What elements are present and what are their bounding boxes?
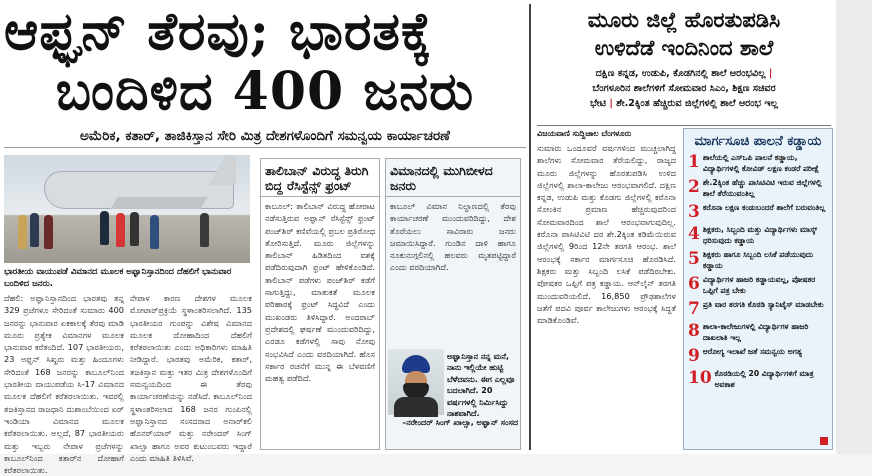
guideline-item [688,300,828,318]
taliban-box-text: ಕಾಬೂಲ್: ತಾಲಿಬಾನ್ ವಿರುದ್ಧ ಹೋರಾಟ ನಡೆಸುತ್ತಿರುವ ಅಫ್ಘಾನ್ ರೆಸಿಸ್ಟೆನ್ಸ್ ಫ್ರಂಟ್ ಪಂಜ್‌ಶಿರ್ ಕಣಿವೆಯಲ್ಲಿ ಪ್ರಬಲ ಪ್ರತಿರೋಧ ತೋರಿಸುತ್ತಿದೆ. ಮೂರು ಜಿಲ್ಲೆಗಳನ್ನು ತಾಲಿಬಾನ್ ಹಿಡಿತದಿಂದ ವಶಕ್ಕೆ ಪಡೆದಿರುವುದಾಗಿ ಫ್ರಂಟ್ ಹೇಳಿಕೊಂಡಿದೆ. ತಾಲಿಬಾನ್ ಪಡೆಗಳು ಪಂಜ್‌ಶಿರ್ ಕಡೆಗೆ ಸಾಗುತ್ತಿದ್ದು, ಮಾತುಕತೆ ಮೂಲಕ ಪರಿಹಾರಕ್ಕೆ ಫ್ರಂಟ್ ಸಿದ್ಧವಿದೆ ಎಂದು ಮುಖಂಡರು ತಿಳಿಸಿದ್ದಾರೆ. ಅಂದರಾಬ್ ಪ್ರದೇಶದಲ್ಲಿ ಘರ್ಷಣೆ ಮುಂದುವರಿದಿದ್ದು, ಎರಡೂ ಕಡೆಗಳಲ್ಲಿ ಸಾವು ನೋವು ಸಂಭವಿಸಿದೆ ಎಂದು ವರದಿಯಾಗಿದೆ. ಹೊಸ ಸರ್ಕಾರ ರಚನೆಗೆ ಮುನ್ನ ಈ ಬೆಳವಣಿಗೆ ಮಹತ್ವ ಪಡೆದಿದೆ. [265,201,376,384]
guideline-item [688,153,828,174]
guidelines-title: ಮಾರ್ಗಸೂಚಿ ಪಾಲನೆ ಕಡ್ಡಾಯ [694,134,822,149]
person-figure [100,211,109,245]
school-story-body: ಸುಮಾರು ಒಂದೂವರೆ ವರ್ಷಗಳಿಂದ ಮುಚ್ಚಲಾಗಿದ್ದ ಶಾಲೆಗಳು ಸೋಮವಾರ ತೆರೆಯಲಿದ್ದು, ರಾಜ್ಯದ ಮೂರು ಜಿಲ್ಲೆಗಳನ್ನು ಹೊರತುಪಡಿಸಿ ಉಳಿದ ಜಿಲ್ಲೆಗಳಲ್ಲಿ ಶಾಲಾ-ಕಾಲೇಜು ಆರಂಭವಾಗಲಿದೆ. ದಕ್ಷಿಣ ಕನ್ನಡ, ಉಡುಪಿ ಮತ್ತು ಕೊಡಗು ಜಿಲ್ಲೆಗಳಲ್ಲಿ ಕರೊನಾ ಸೋಂಕಿನ ಪ್ರಮಾಣ ಹೆಚ್ಚಿರುವುದರಿಂದ ಸೋಮವಾರದಿಂದ ಶಾಲೆ ಆರಂಭವಾಗುವುದಿಲ್ಲ. ಕರೊನಾ ಪಾಸಿಟಿವಿಟಿ ದರ ಶೇ.2ಕ್ಕಿಂತ ಕಡಿಮೆಯಿರುವ ಜಿಲ್ಲೆಗಳಲ್ಲಿ 9ರಿಂದ 12ನೇ ತರಗತಿ ಆರಂಭ. ಶಾಲೆ ಆರಂಭಕ್ಕೆ ಸರ್ಕಾರ ಮಾರ್ಗಸೂಚಿ ಹೊರಡಿಸಿದೆ. ಶಿಕ್ಷಕರು ಮತ್ತು ಸಿಬ್ಬಂದಿ ಲಸಿಕೆ ಪಡೆದಿರಬೇಕು. ಪೋಷಕರ ಒಪ್ಪಿಗೆ ಪತ್ರ ಕಡ್ಡಾಯ. ಆನ್‌ಲೈನ್ ತರಗತಿ ಮುಂದುವರಿಯಲಿದೆ. 16,850 ಪ್ರೌಢಶಾಲೆಗಳ ಜತೆಗೆ ಪದವಿ ಪೂರ್ವ ಕಾಲೇಜುಗಳು ಆರಂಭಕ್ಕೆ ಸಿದ್ಧತೆ ಮಾಡಿಕೊಂಡಿವೆ. [537,143,676,326]
mp-portrait [388,349,444,415]
airport-crowd-box [385,158,521,450]
guideline-item [688,275,828,296]
guideline-number: 10 [688,368,712,388]
person-figure [150,215,159,249]
guideline-item [688,369,828,390]
guideline-number: 8 [688,321,700,341]
person-figure [18,215,27,249]
school-headline-line2: ಉಳಿದೆಡೆ ಇಂದಿನಿಂದ ಶಾಲೆ [594,35,774,60]
shirt-shape [394,397,438,417]
airlift-photo [4,155,250,263]
guideline-item [688,203,828,221]
guideline-text: ಶಿಕ್ಷಕರು, ಸಿಬ್ಬಂದಿ ಮತ್ತು ವಿದ್ಯಾರ್ಥಿಗಳು ಮಾಸ್ಕ್ ಧರಿಸುವುದು ಕಡ್ಡಾಯ [702,225,818,245]
main-headline-line1: ಆಫ್ಘನ್ ತೆರವು; ಭಾರತಕ್ಕೆ [4,1,433,62]
person-figure [30,213,39,247]
guideline-number: 4 [688,224,700,244]
main-story-column-2: ನೇಪಾಳ ಕಾರಣ ದೇಶಗಳ ಮೂಲಕ ಮೋಟಾರ್‌ಪ್ರಕ್ರಿಯೆ ಸ್ಥಳಾಂತರಿಸಲಾಗಿದೆ. 135 ಭಾರತೀಯರ ಗುಂಪನ್ನು ವಿಶೇಷ ವಿಮಾನದ ಮೂಲಕ ದೋಹಾದಿಂದ ದೆಹಲಿಗೆ ಕರೆತರಲಾಯಿತು ಎಂದು ಅಧಿಕಾರಿಗಳು ಮಾಹಿತಿ ನೀಡಿದ್ದಾರೆ. ಭಾರತವು ಅಮೆರಿಕ, ಕತಾರ್, ತಜಕಿಸ್ತಾನ ಮತ್ತು ಇತರ ಮಿತ್ರ ದೇಶಗಳೊಂದಿಗೆ ಸಮನ್ವಯದಿಂದ ಈ ತೆರವು ಕಾರ್ಯಾಚರಣೆಯನ್ನು ನಡೆಸಿದೆ. ಕಾಬೂಲ್‌ನಿಂದ ಸ್ಥಳಾಂತರಿಸಲಾದ 168 ಜನರ ಗುಂಪಿನಲ್ಲಿ ಅಫ್ಘಾನಿಸ್ತಾನದ ಸಂಸದರಾದ ಅನಾರ್‌ಕಲಿ ಹೊನರ್‌ಯಾರ್ ಮತ್ತು ನರೇಂದರ್ ಸಿಂಗ್ ಖಾಲ್ಸಾ ಹಾಗೂ ಅವರ ಕುಟುಂಬವರು ಇದ್ದಾರೆ ಎಂದು ಮಾಹಿತಿ ತಿಳಿಸಿವೆ. [130,293,252,463]
aircraft-wing-shape [111,197,208,209]
main-story-column-1: ದೆಹಲಿ: ಅಫ್ಘಾನಿಸ್ತಾನದಿಂದ ಭಾರತವು ತನ್ನ 329 ಪ್ರಜೆಗಳೂ ಸೇರಿದಂತೆ ಸುಮಾರು 400 ಜನರನ್ನು ಭಾನುವಾರ ಏಕಕಾಲಕ್ಕೆ ತೆರವು ಮಾಡಿ ಮೂರು ಪ್ರತ್ಯೇಕ ವಿಮಾನಗಳ ಮೂಲಕ ಭಾನುವಾರ ಕರೆತಂದಿದೆ. 107 ಭಾರತೀಯರು, 23 ಅಫ್ಘನ್ ಸಿಖ್ಖರು ಮತ್ತು ಹಿಂದೂಗಳು ಸೇರಿದಂತೆ 168 ಜನರನ್ನು ಕಾಬೂಲ್‌ನಿಂದ ಭಾರತೀಯ ವಾಯುಪಡೆಯ ಸಿ-17 ವಿಮಾನದ ಮೂಲಕ ದೆಹಲಿಗೆ ಕರೆತರಲಾಯಿತು. ಇವರಲ್ಲಿ ತಜಕಿಸ್ತಾನದ ರಾಜಧಾನಿ ದುಶಾಂಬೆಯಿಂದ ಏರ್ ಇಂಡಿಯಾ ವಿಮಾನದ ಮೂಲಕ ಕರೆತರಲಾಯಿತು. ಅಲ್ಲದೆ, 87 ಭಾರತೀಯರು ಮತ್ತು ಇಬ್ಬರು ನೇಪಾಳ ಪ್ರಜೆಗಳನ್ನು ಕಾಬೂಲ್‌ನಿಂದ ಕತಾರ್‌ನ ದೋಹಾಗೆ ಕರೆತರಲಾಯಿತು. [4,293,124,476]
person-figure [116,213,125,247]
guideline-number: 3 [688,202,700,222]
guidelines-box [683,128,833,450]
column-divider [529,4,531,450]
guideline-item [688,178,828,199]
page-margin [836,0,872,454]
guideline-text: ವಿದ್ಯಾರ್ಥಿಗಳ ಹಾಜರಿ ಕಡ್ಡಾಯವಲ್ಲ, ಪೋಷಕರ ಒಪ್ಪಿಗೆ ಪತ್ರ ಬೇಕು [702,275,816,295]
airport-box-title: ವಿಮಾನದಲ್ಲಿ ಮುಗಿಬೀಳದ ಜನರು [386,159,520,197]
right-divider [537,125,831,126]
guideline-number: 2 [688,177,700,197]
guideline-item [688,322,828,343]
end-marker [820,437,828,445]
guideline-number: 5 [688,249,700,269]
school-byline: ವಿಜಯವಾಣಿ ಸುದ್ದಿಜಾಲ ಬೆಂಗಳೂರು [537,129,632,138]
person-figure [130,212,139,246]
guideline-text: ಪ್ರತಿ ವಾರ ತರಗತಿ ಕೊಠಡಿ ಸ್ಯಾನಿಟೈಸ್ ಮಾಡಬೇಕು [702,300,824,309]
guideline-text: ಶಾಲಾ-ಕಾಲೇಜುಗಳಲ್ಲಿ ವಿದ್ಯಾರ್ಥಿಗಳ ಹಾಜರಿ ದಾಖಲಾತಿ ಇಲ್ಲ [702,322,809,342]
guideline-item [688,250,828,271]
school-subhead [537,66,831,111]
guidelines-list [684,153,832,390]
guideline-number: 9 [688,346,700,366]
person-figure [44,215,53,249]
school-headline-line1: ಮೂರು ಜಿಲ್ಲೆ ಹೊರತುಪಡಿಸಿ [587,7,781,32]
taliban-resistance-box [260,158,380,450]
guideline-text: ಕರೊನಾ ಲಕ್ಷಣ ಕಂಡುಬಂದರೆ ಶಾಲೆಗೆ ಬರುವಂತಿಲ್ಲ [702,203,826,212]
main-headline-line2: ಬಂದಿಳಿದ 400 ಜನರು [55,61,475,122]
photo-caption: ಭಾರತೀಯ ವಾಯುಪಡೆ ವಿಮಾನದ ಮೂಲಕ ಅಫ್ಘಾನಿಸ್ತಾನದಿಂದ ದೆಹಲಿಗೆ ಭಾನುವಾರ ಬಂದಿಳಿದ ಜನರು. [4,267,232,289]
guideline-text: ಶೇ.2ಕ್ಕಿಂತ ಹೆಚ್ಚು ಪಾಸಿಟಿವಿಟಿ ಇರುವ ಜಿಲ್ಲೆಗಳಲ್ಲಿ ಶಾಲೆ ತೆರೆಯುವಂತಿಲ್ಲ [702,178,822,198]
mp-quote: ಅಫ್ಘಾನಿಸ್ತಾನ ನನ್ನ ಮನೆ, ನಾನು ಇಲ್ಲಿಯೇ ಹುಟ್ಟಿ ಬೆಳೆದವನು. ಈಗ ಎಲ್ಲವೂ ಬದಲಾಗಿದೆ. 20 ವರ್ಷಗಳಲ್ಲಿ ನಿರ್ಮಿಸಿದ್ದು ನಾಶವಾಗಿದೆ. [447,352,515,419]
school-subhead-line3: ಭೇಟಿ [590,98,606,109]
mp-signature: –ನರೇಂದರ್ ಸಿಂಗ್ ಖಾಲ್ಸಾ, ಅಫ್ಘಾನ್ ಸಂಸದ [402,418,518,427]
separator-bar: | [609,98,613,109]
guideline-number: 1 [688,152,700,172]
school-subhead-line2: ಬೆಂಗಳೂರಿನ ಶಾಲೆಗಳಿಗೆ ಸೋಮವಾರ ಸಿಎಂ, ಶಿಕ್ಷಣ ಸಚಿವರ [592,83,776,94]
guideline-number: 7 [688,299,700,319]
guideline-text: ಶಾಲೆಯಲ್ಲಿ ಎಸ್‌ಒಪಿ ಪಾಲನೆ ಕಡ್ಡಾಯ, ವಿದ್ಯಾರ್ಥಿಗಳಲ್ಲಿ ಕೋವಿಡ್ ಲಕ್ಷಣ ಕಂಡರೆ ಪರೀಕ್ಷೆ [702,153,820,173]
separator-bar: | [768,68,773,79]
airport-box-text: ಕಾಬೂಲ್ ವಿಮಾನ ನಿಲ್ದಾಣದಲ್ಲಿ ತೆರವು ಕಾರ್ಯಾಚರಣೆ ಮುಂದುವರಿದಿದ್ದು, ದೇಶ ತೊರೆಯಲು ಸಾವಿರಾರು ಜನರು ಜಮಾಯಿಸಿದ್ದಾರೆ. ಗುಂಡಿನ ದಾಳಿ ಹಾಗೂ ನೂಕುನುಗ್ಗಲಿನಲ್ಲಿ ಹಲವರು ಮೃತಪಟ್ಟಿದ್ದಾರೆ ಎಂದು ವರದಿಯಾಗಿದೆ. [390,201,516,273]
main-subhead: ಅಮೆರಿಕ, ಕತಾರ್, ತಾಜಿಕಿಸ್ತಾನ ಸೇರಿ ಮಿತ್ರ ದೇಶಗಳೊಂದಿಗೆ ಸಮನ್ವಯ ಕಾರ್ಯಾಚರಣೆ [4,124,526,148]
taliban-box-title: ತಾಲಿಬಾನ್ ವಿರುದ್ಧ ತಿರುಗಿ ಬಿದ್ದ ರೆಸಿಸ್ಟೆನ್ಸ್ ಫ್ರಂಟ್ [261,159,379,197]
school-subhead-line1: ದಕ್ಷಿಣ ಕನ್ನಡ, ಉಡುಪಿ, ಕೊಡಗಿನಲ್ಲಿ ಶಾಲೆ ಆರಂಭವಿಲ್ಲ [595,68,766,79]
guideline-number: 6 [688,274,700,294]
guideline-item [688,225,828,246]
guideline-item [688,347,828,365]
guideline-text: ಶಿಕ್ಷಕರು ಹಾಗೂ ಸಿಬ್ಬಂದಿ ಲಸಿಕೆ ಪಡೆಯುವುದು ಕಡ್ಡಾಯ [702,250,814,270]
school-subhead-line3b: ಶೇ.2ಕ್ಕಿಂತ ಹೆಚ್ಚಿರುವ ಜಿಲ್ಲೆಗಳಲ್ಲಿ ಶಾಲೆ ಆರಂಭ ಇಲ್ಲ [616,98,778,109]
person-figure [200,213,209,247]
guideline-text: ಆರೋಗ್ಯ ಇಲಾಖೆ ಜತೆ ಸಮನ್ವಯ ಅಗತ್ಯ [702,347,802,356]
guideline-text: ಕೊಠಡಿಯಲ್ಲಿ 20 ವಿದ್ಯಾರ್ಥಿಗಳಿಗೆ ಮಾತ್ರ ಅವಕಾಶ [714,369,814,389]
